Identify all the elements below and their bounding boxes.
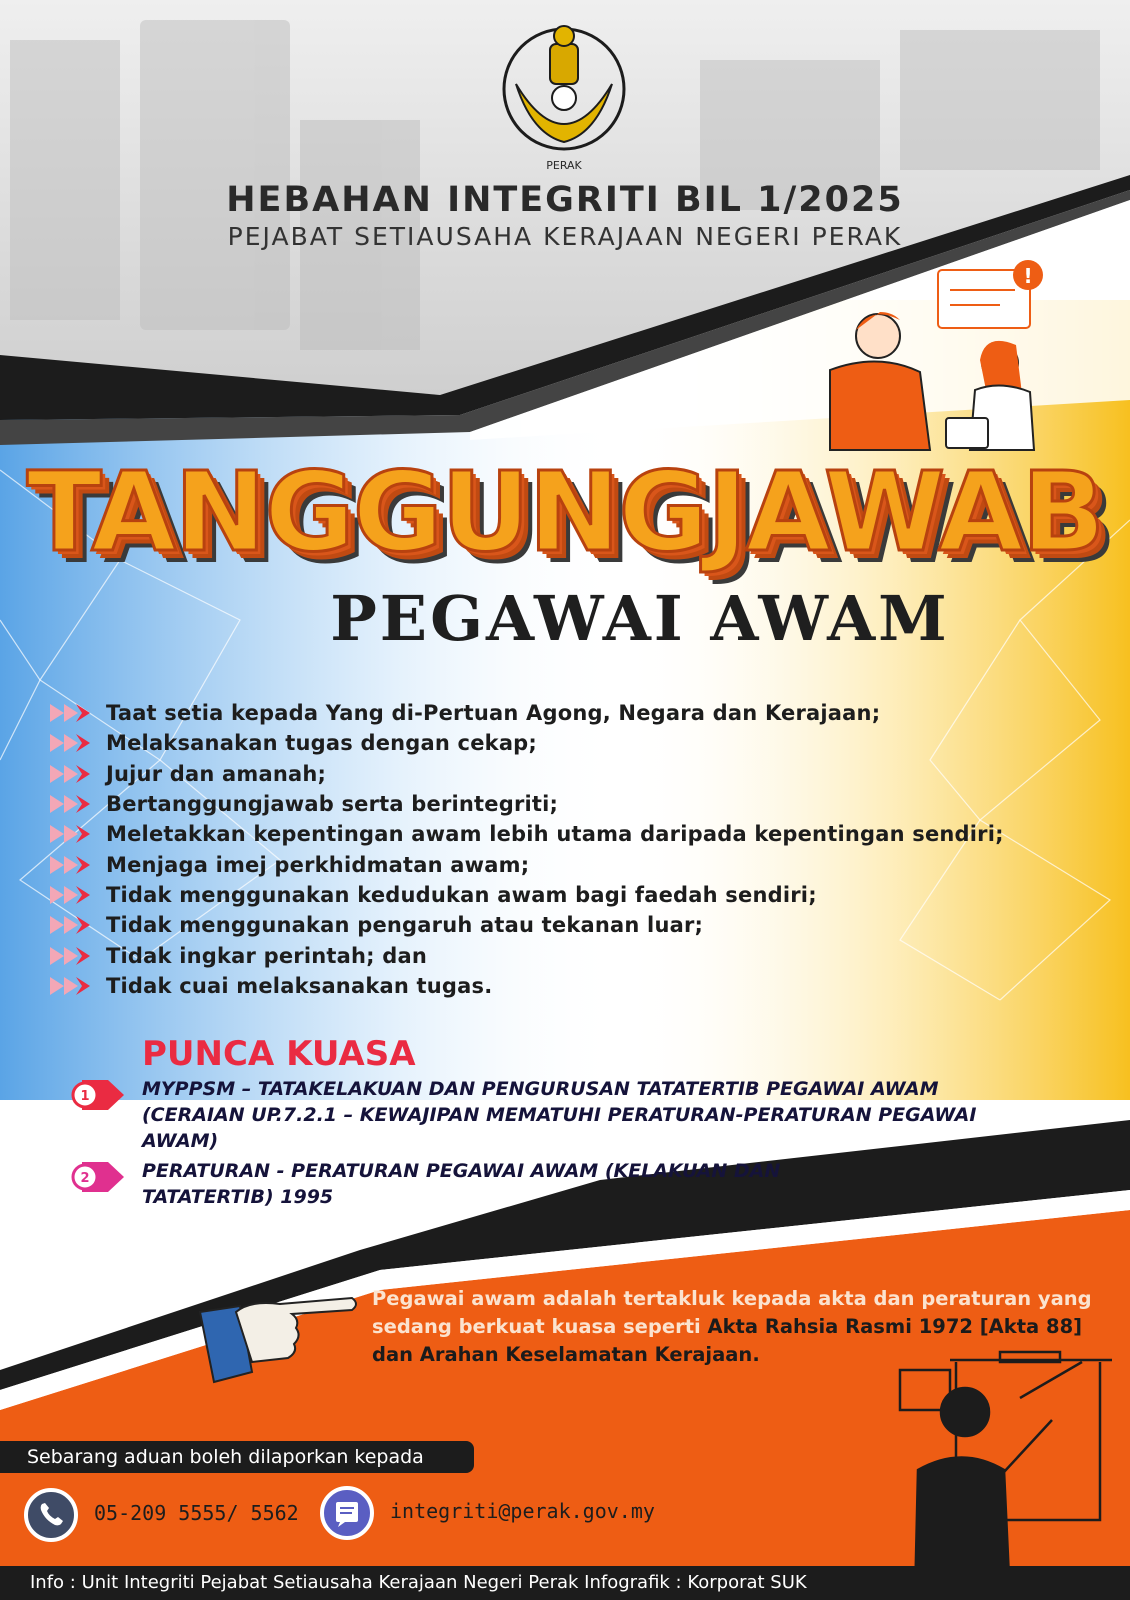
svg-text:2: 2 (80, 1171, 90, 1186)
list-item: Taat setia kepada Yang di-Pertuan Agong, Negara dan Kerajaan; (50, 698, 1110, 728)
chevron-bullet-icon (50, 884, 96, 906)
list-item: Menjaga imej perkhidmatan awam; (50, 849, 1110, 879)
number-badge-icon (68, 1078, 126, 1112)
source-item-1 (68, 1076, 1028, 1156)
source-item-2 (68, 1158, 1028, 1214)
phone-number[interactable]: 05-209 5555/ 5562 (94, 1501, 299, 1525)
headline-main: TANGGUNGJAWAB (26, 448, 1104, 576)
headline-sub: PEGAWAI AWAM (330, 582, 950, 655)
list-item: Melaksanakan tugas dengan cekap; (50, 728, 1110, 758)
phone-icon (24, 1488, 78, 1542)
list-item: Tidak ingkar perintah; dan (50, 940, 1110, 970)
chevron-bullet-icon (50, 975, 96, 997)
source-text: MYPPSM – TATAKELAKUAN DAN PENGURUSAN TATATERTIB PEGAWAI AWAM (CERAIAN UP.7.2.1 – KEWAJIPAN MEMATUHI PERATURAN-PERATURAN PEGAWAI AWAM) (142, 1078, 977, 1152)
list-item: Tidak cuai melaksanakan tugas. (50, 971, 1110, 1001)
list-item: Bertanggungjawab serta berintegriti; (50, 789, 1110, 819)
legal-note (372, 1285, 1092, 1369)
list-item: Tidak menggunakan pengaruh atau tekanan luar; (50, 910, 1110, 940)
crest-icon (496, 14, 632, 172)
svg-text:1: 1 (80, 1089, 90, 1104)
legal-note-part1: Pegawai awam adalah tertakluk kepada akta dan peraturan yang sedang berkuat kuasa seperti (372, 1287, 1092, 1338)
chevron-bullet-icon (50, 823, 96, 845)
email-address[interactable]: integriti@perak.gov.my (390, 1499, 655, 1523)
crest-label: PERAK (546, 159, 582, 172)
page-title: HEBAHAN INTEGRITI BIL 1/2025 (226, 180, 904, 220)
list-item: Jujur dan amanah; (50, 759, 1110, 789)
punca-kuasa-title: PUNCA KUASA (142, 1034, 416, 1074)
chevron-bullet-icon (50, 793, 96, 815)
chevron-bullet-icon (50, 945, 96, 967)
chevron-bullet-icon (50, 854, 96, 876)
chevron-bullet-icon (50, 732, 96, 754)
list-item: Meletakkan kepentingan awam lebih utama daripada kepentingan sendiri; (50, 819, 1110, 849)
number-badge-icon (68, 1160, 126, 1194)
page-subtitle: PEJABAT SETIAUSAHA KERAJAAN NEGERI PERAK (227, 222, 903, 251)
chevron-bullet-icon (50, 702, 96, 724)
chevron-bullet-icon (50, 763, 96, 785)
legal-note-emphasis: Akta Rahsia Rasmi 1972 [Akta 88] dan Arahan Keselamatan Kerajaan. (372, 1315, 1083, 1366)
list-item: Tidak menggunakan kedudukan awam bagi faedah sendiri; (50, 880, 1110, 910)
email-icon (320, 1486, 374, 1540)
footer-info: Info : Unit Integriti Pejabat Setiausaha Kerajaan Negeri Perak Infografik : Korporat SUK (0, 1566, 1130, 1600)
svg-text:!: ! (1023, 264, 1033, 288)
source-text: PERATURAN - PERATURAN PEGAWAI AWAM (KELAKUAN DAN TATATERTIB) 1995 (142, 1160, 781, 1208)
complaint-label: Sebarang aduan boleh dilaporkan kepada (0, 1441, 474, 1473)
chevron-bullet-icon (50, 914, 96, 936)
duties-list (50, 698, 1110, 1001)
